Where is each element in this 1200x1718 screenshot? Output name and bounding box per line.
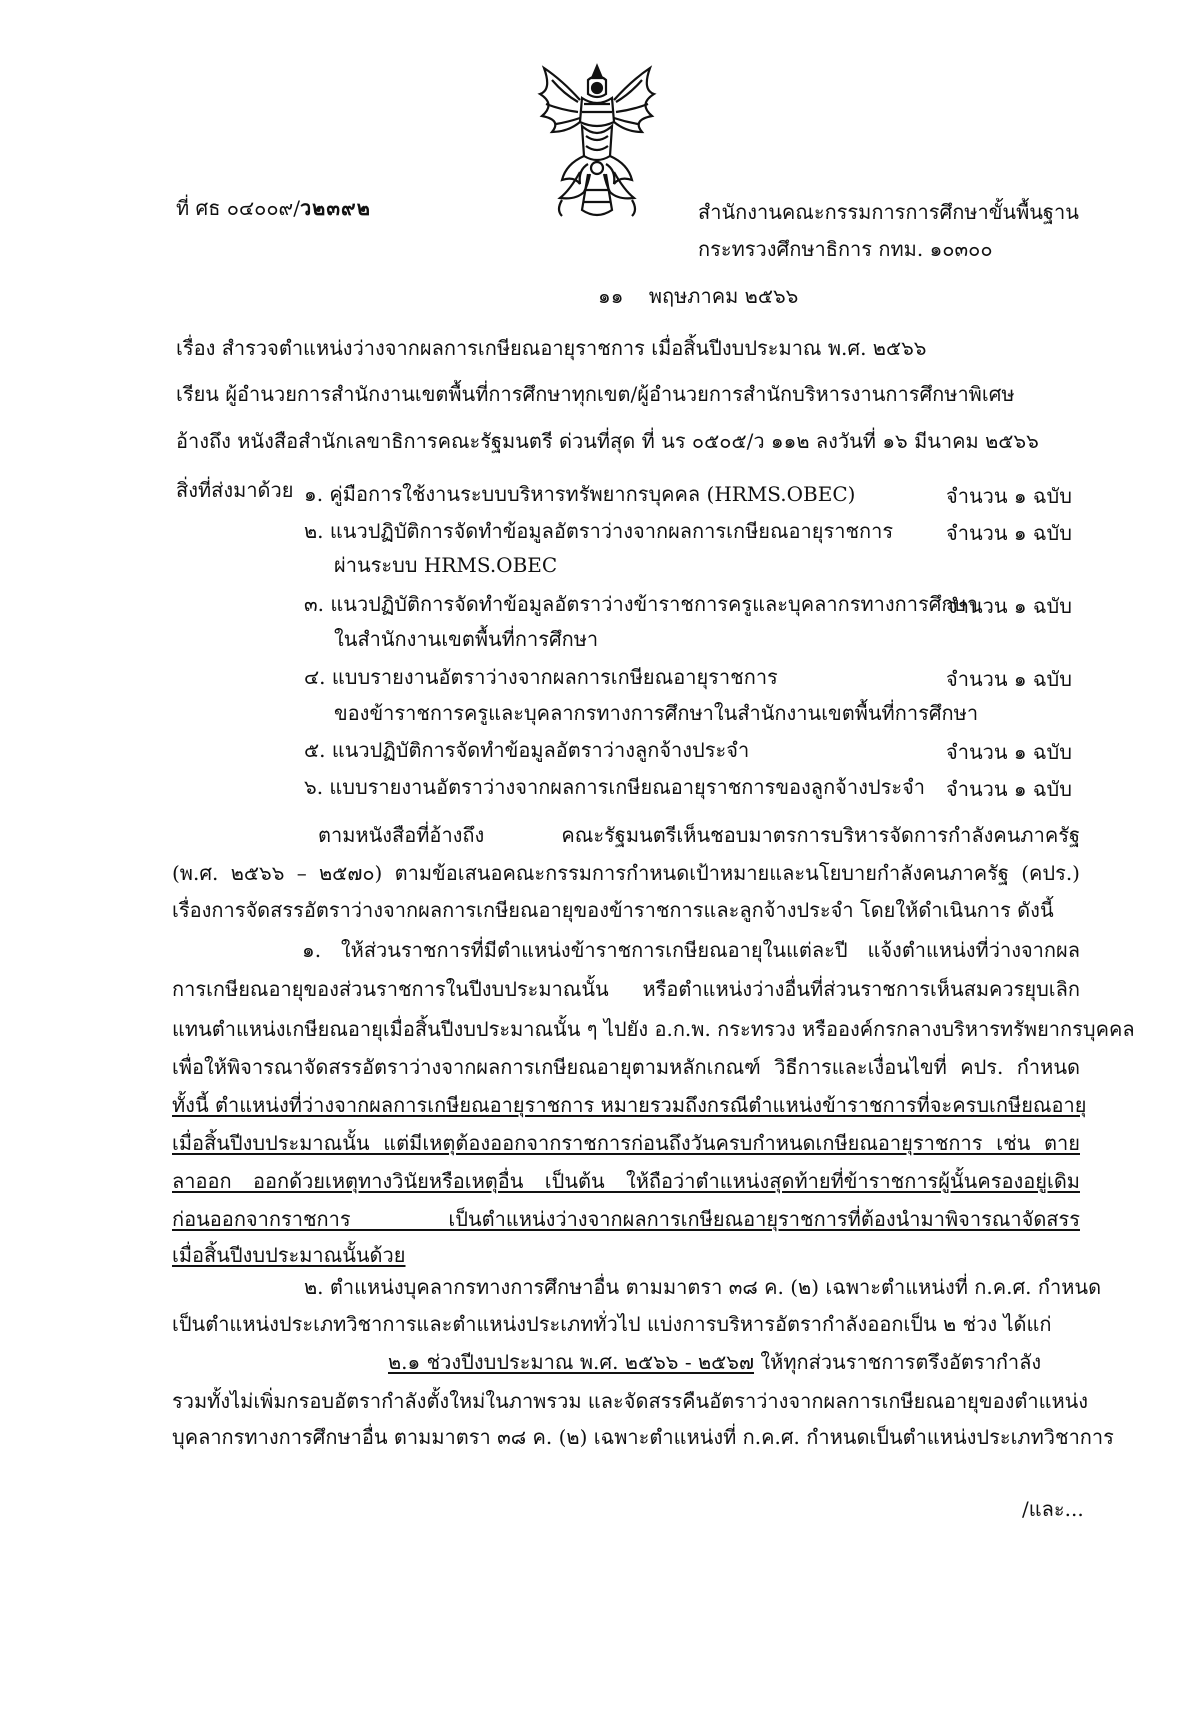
body-line: แทนตำแหน่งเกษียณอายุเมื่อสิ้นปีงบประมาณนั้น ๆ ไปยัง อ.ก.พ. กระทรวง หรือองค์กรกลางบริหารทรัพยากรบุคคล <box>172 1017 1135 1041</box>
enclosure-item-continuation: ผ่านระบบ HRMS.OBEC <box>334 553 558 577</box>
reference-number-printed: ที่ ศธ ๐๔๐๐๙/ <box>176 196 300 220</box>
body-line: เพื่อให้พิจารณาจัดสรรอัตราว่างจากผลการเกษียณอายุตามหลักเกณฑ์ วิธีการและเงื่อนไขที่ คปร. กำหนด <box>172 1055 1080 1079</box>
continuation-marker: /และ... <box>1022 1497 1084 1521</box>
body-line: บุคลากรทางการศึกษาอื่น ตามมาตรา ๓๘ ค. (๒) เฉพาะตำแหน่งที่ ก.ค.ศ. กำหนดเป็นตำแหน่งประเภทวิชาการ <box>172 1425 1114 1449</box>
enclosures-label: สิ่งที่ส่งมาด้วย <box>176 478 294 502</box>
body-line: เรื่องการจัดสรรอัตราว่างจากผลการเกษียณอายุของข้าราชการและลูกจ้างประจำ โดยให้ดำเนินการ ดังนี้ <box>172 898 1054 922</box>
underlined-line: เมื่อสิ้นปีงบประมาณนั้นด้วย <box>172 1243 406 1267</box>
period-text: ให้ทุกส่วนราชการตรึงอัตรากำลัง <box>754 1350 1042 1374</box>
reference-number <box>176 196 371 221</box>
body-line: การเกษียณอายุของส่วนราชการในปีงบประมาณนั้น หรือตำแหน่งว่างอื่นที่ส่วนราชการเห็นสมควรยุบเลิก <box>172 977 1080 1001</box>
reference-line: อ้างถึง หนังสือสำนักเลขาธิการคณะรัฐมนตรี ด่วนที่สุด ที่ นร ๐๕๐๕/ว ๑๑๒ ลงวันที่ ๑๖ มีนาคม ๒๕๖๖ <box>176 429 1039 453</box>
body-line: รวมทั้งไม่เพิ่มกรอบอัตรากำลังตั้งใหม่ในภาพรวม และจัดสรรคืนอัตราว่างจากผลการเกษียณอายุของตำแหน่ง <box>172 1389 1089 1413</box>
office-address: กระทรวงศึกษาธิการ กทม. ๑๐๓๐๐ <box>698 237 993 261</box>
enclosure-qty: จำนวน ๑ ฉบับ <box>946 777 1072 801</box>
enclosure-item: ๕. แนวปฏิบัติการจัดทำข้อมูลอัตราว่างลูกจ้างประจำ <box>304 738 750 762</box>
enclosure-qty: จำนวน ๑ ฉบับ <box>946 484 1072 508</box>
underlined-line: ก่อนออกจากราชการ เป็นตำแหน่งว่างจากผลการเกษียณอายุราชการที่ต้องนำมาพิจารณาจัดสรร <box>172 1207 1080 1231</box>
enclosure-item: ๔. แบบรายงานอัตราว่างจากผลการเกษียณอายุราชการ <box>304 665 778 689</box>
enclosure-qty: จำนวน ๑ ฉบับ <box>946 521 1072 545</box>
enclosure-qty: จำนวน ๑ ฉบับ <box>946 740 1072 764</box>
underlined-line: ทั้งนี้ ตำแหน่งที่ว่างจากผลการเกษียณอายุราชการ หมายรวมถึงกรณีตำแหน่งข้าราชการที่จะครบเกษียณอายุ <box>172 1093 1087 1117</box>
period-heading: ๒.๑ ช่วงปีงบประมาณ พ.ศ. ๒๕๖๖ - ๒๕๖๗ <box>388 1350 755 1374</box>
body-line: เป็นตำแหน่งประเภทวิชาการและตำแหน่งประเภททั่วไป แบ่งการบริหารอัตรากำลังออกเป็น ๒ ช่วง ได้แก่ <box>172 1312 1052 1336</box>
body-line: ๑. ให้ส่วนราชการที่มีตำแหน่งข้าราชการเกษียณอายุในแต่ละปี แจ้งตำแหน่งที่ว่างจากผล <box>302 938 1080 962</box>
body-line: ๒. ตำแหน่งบุคลากรทางการศึกษาอื่น ตามมาตรา ๓๘ ค. (๒) เฉพาะตำแหน่งที่ ก.ค.ศ. กำหนด <box>304 1275 1102 1299</box>
date-day: ๑๑ <box>598 284 624 308</box>
date-month-year: พฤษภาคม ๒๕๖๖ <box>648 284 799 308</box>
letter-date <box>598 284 798 309</box>
enclosure-qty: จำนวน ๑ ฉบับ <box>946 594 1072 618</box>
salutation-line: เรียน ผู้อำนวยการสำนักงานเขตพื้นที่การศึกษาทุกเขต/ผู้อำนวยการสำนักบริหารงานการศึกษาพิเศษ <box>176 382 1015 406</box>
enclosure-item: ๖. แบบรายงานอัตราว่างจากผลการเกษียณอายุราชการของลูกจ้างประจำ <box>304 775 926 799</box>
enclosure-qty: จำนวน ๑ ฉบับ <box>946 667 1072 691</box>
body-line: ตามหนังสือที่อ้างถึง คณะรัฐมนตรีเห็นชอบมาตรการบริหารจัดการกำลังคนภาครัฐ <box>318 823 1080 847</box>
body-line: (พ.ศ. ๒๕๖๖ – ๒๕๗๐) ตามข้อเสนอคณะกรรมการกำหนดเป้าหมายและนโยบายกำลังคนภาครัฐ (คปร.) <box>172 861 1080 885</box>
enclosure-item: ๒. แนวปฏิบัติการจัดทำข้อมูลอัตราว่างจากผลการเกษียณอายุราชการ <box>304 519 894 543</box>
office-name: สำนักงานคณะกรรมการการศึกษาขั้นพื้นฐาน <box>698 200 1079 224</box>
subitem-line <box>388 1350 1041 1375</box>
enclosure-item: ๑. คู่มือการใช้งานระบบบริหารทรัพยากรบุคคล (HRMS.OBEC) <box>304 482 856 506</box>
enclosure-item: ๓. แนวปฏิบัติการจัดทำข้อมูลอัตราว่างข้าราชการครูและบุคลากรทางการศึกษา <box>304 592 978 616</box>
reference-number-handwritten: ว๒๓๙๒ <box>299 196 371 220</box>
underlined-line: เมื่อสิ้นปีงบประมาณนั้น แต่มีเหตุต้องออกจากราชการก่อนถึงวันครบกำหนดเกษียณอายุราชการ เช่น ตาย <box>172 1131 1080 1155</box>
enclosure-item-continuation: ในสำนักงานเขตพื้นที่การศึกษา <box>334 627 599 651</box>
subject-line: เรื่อง สำรวจตำแหน่งว่างจากผลการเกษียณอายุราชการ เมื่อสิ้นปีงบประมาณ พ.ศ. ๒๕๖๖ <box>176 336 927 360</box>
enclosure-item-continuation: ของข้าราชการครูและบุคลากรทางการศึกษาในสำนักงานเขตพื้นที่การศึกษา <box>334 701 979 725</box>
underlined-line: ลาออก ออกด้วยเหตุทางวินัยหรือเหตุอื่น เป็นต้น ให้ถือว่าตำแหน่งสุดท้ายที่ข้าราชการผู้นั้นครองอยู่เดิม <box>172 1169 1080 1193</box>
garuda-emblem-icon <box>522 60 672 225</box>
